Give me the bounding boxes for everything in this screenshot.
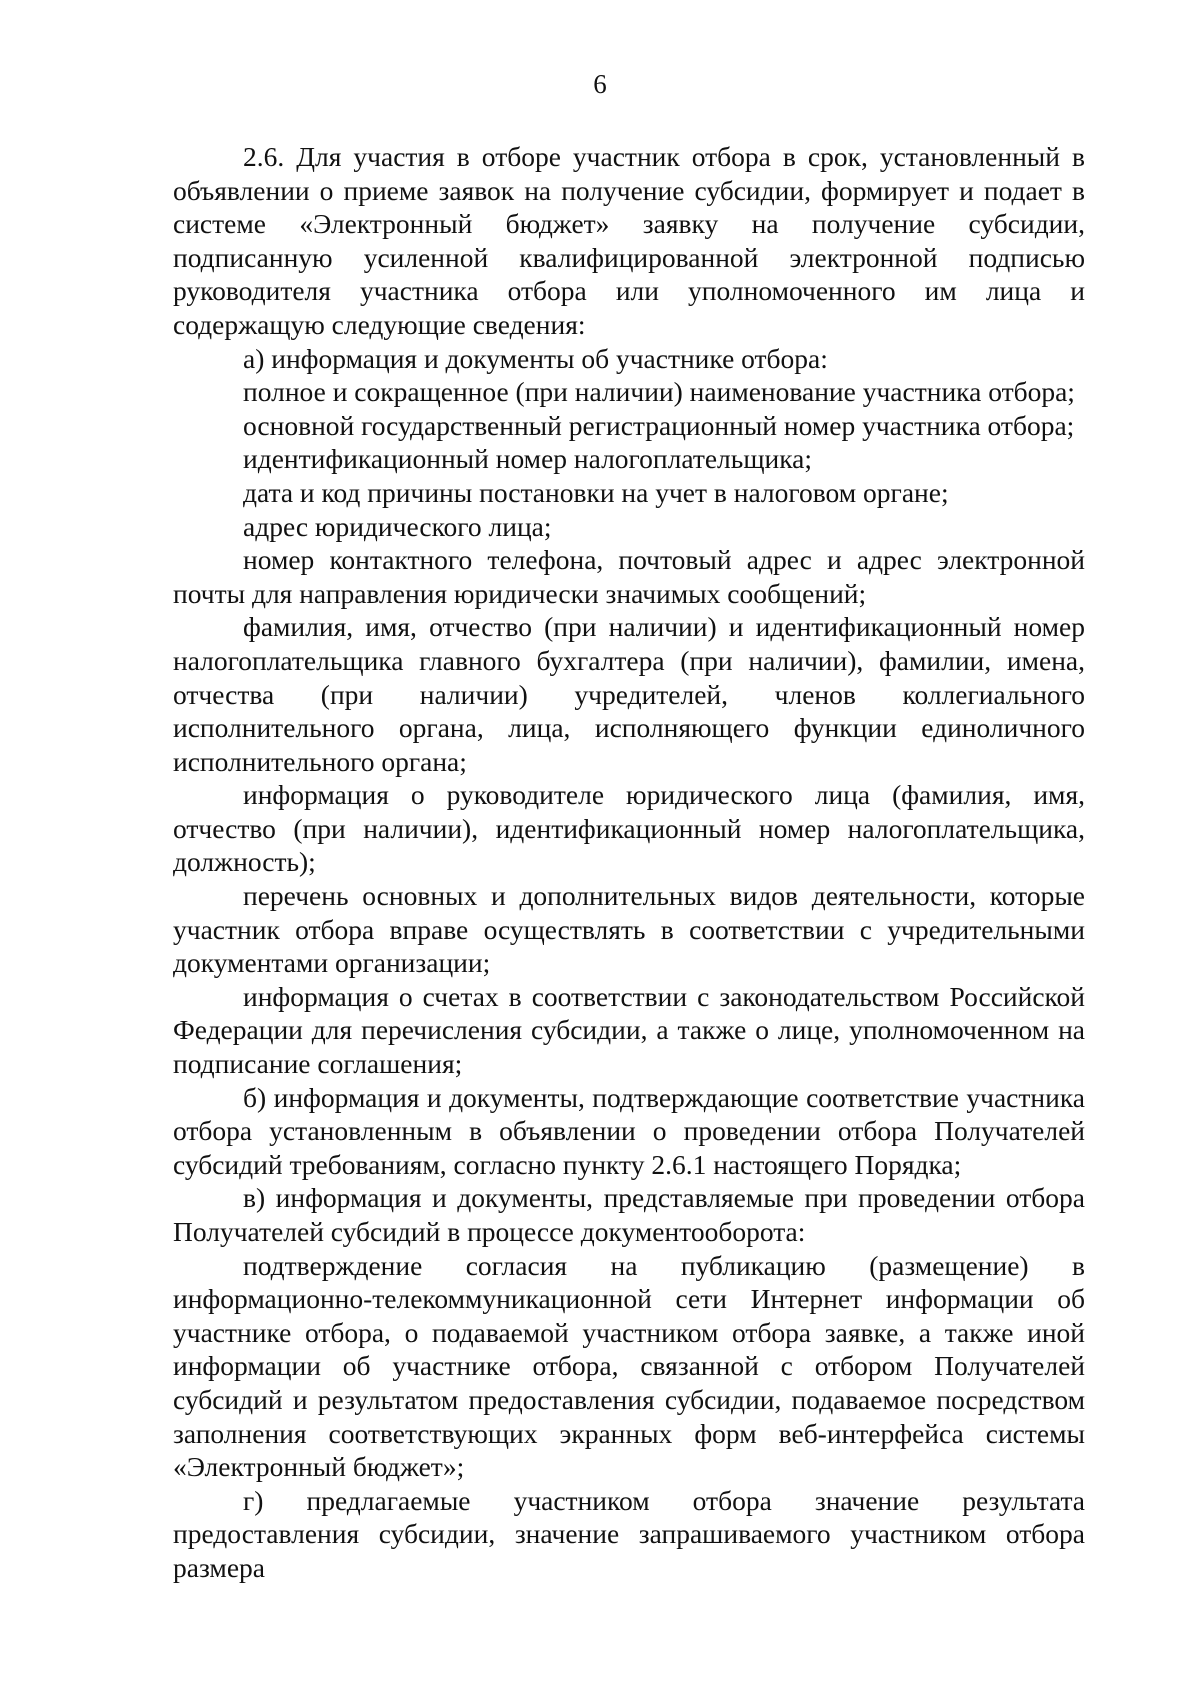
paragraph-consent: подтверждение согласия на публикацию (размещение) в информационно-телекоммуникационной сети Интернет информации об участнике отбора, о подаваемой участником отбора заявке, а также иной информации об участнике отбора, связанной с отбором Получателей субсидий и результатом предоставления субсидии, подаваемое посредством заполнения соответствующих экранных форм веб-интерфейса системы «Электронный бюджет»; (173, 1249, 1085, 1483)
paragraph-inn: идентификационный номер налогоплательщика; (243, 443, 813, 475)
paragraph-ogrn: основной государственный регистрационный номер участника отбора; (243, 409, 1075, 441)
paragraph-item-a: а) информация и документы об участнике отбора: (243, 342, 828, 374)
paragraph-activities: перечень основных и дополнительных видов деятельности, которые участник отбора вправе осуществлять в соответствии с учредительными документами организации; (173, 880, 1085, 979)
paragraph-item-v: в) информация и документы, представляемые при проведении отбора Получателей субсидий в процессе документооборота: (173, 1182, 1085, 1247)
paragraph-item-g: г) предлагаемые участником отбора значение результата предоставления субсидии, значение запрашиваемого участником отбора размера (173, 1484, 1085, 1583)
paragraph-director: информация о руководителе юридического лица (фамилия, имя, отчество (при наличии), идентификационный номер налогоплательщика, должность); (173, 779, 1085, 878)
page-number: 6 (593, 69, 607, 99)
paragraph-item-b: б) информация и документы, подтверждающие соответствие участника отбора установленным в объявлении о проведении отбора Получателей субсидий требованиям, согласно пункту 2.6.1 настоящего Порядка; (173, 1081, 1085, 1180)
paragraph-full-name: полное и сокращенное (при наличии) наименование участника отбора; (243, 376, 1075, 408)
paragraph-accounts: информация о счетах в соответствии с законодательством Российской Федерации для перечисления субсидии, а также о лице, уполномоченном на подписание соглашения; (173, 980, 1085, 1080)
paragraph-contacts: номер контактного телефона, почтовый адрес и адрес электронной почты для направления юридически значимых сообщений; (173, 544, 1085, 609)
document-body (173, 140, 1085, 1585)
paragraph-legal-address: адрес юридического лица; (243, 510, 552, 542)
paragraph-founders: фамилия, имя, отчество (при наличии) и идентификационный номер налогоплательщика главного бухгалтера (при наличии), фамилии, имена, отчества (при наличии) учредителей, членов коллегиального исполнительного органа, лица, исполняющего функции единоличного исполнительного органа; (173, 611, 1085, 777)
paragraph-2-6: 2.6. Для участия в отборе участник отбора в срок, установленный в объявлении о приеме заявок на получение субсидии, формирует и подает в системе «Электронный бюджет» заявку на получение субсидии, подписанную усиленной квалифицированной электронной подписью руководителя участника отбора или уполномоченного им лица и содержащую следующие сведения: (173, 141, 1085, 340)
paragraph-kpp: дата и код причины постановки на учет в налоговом органе; (243, 476, 949, 508)
